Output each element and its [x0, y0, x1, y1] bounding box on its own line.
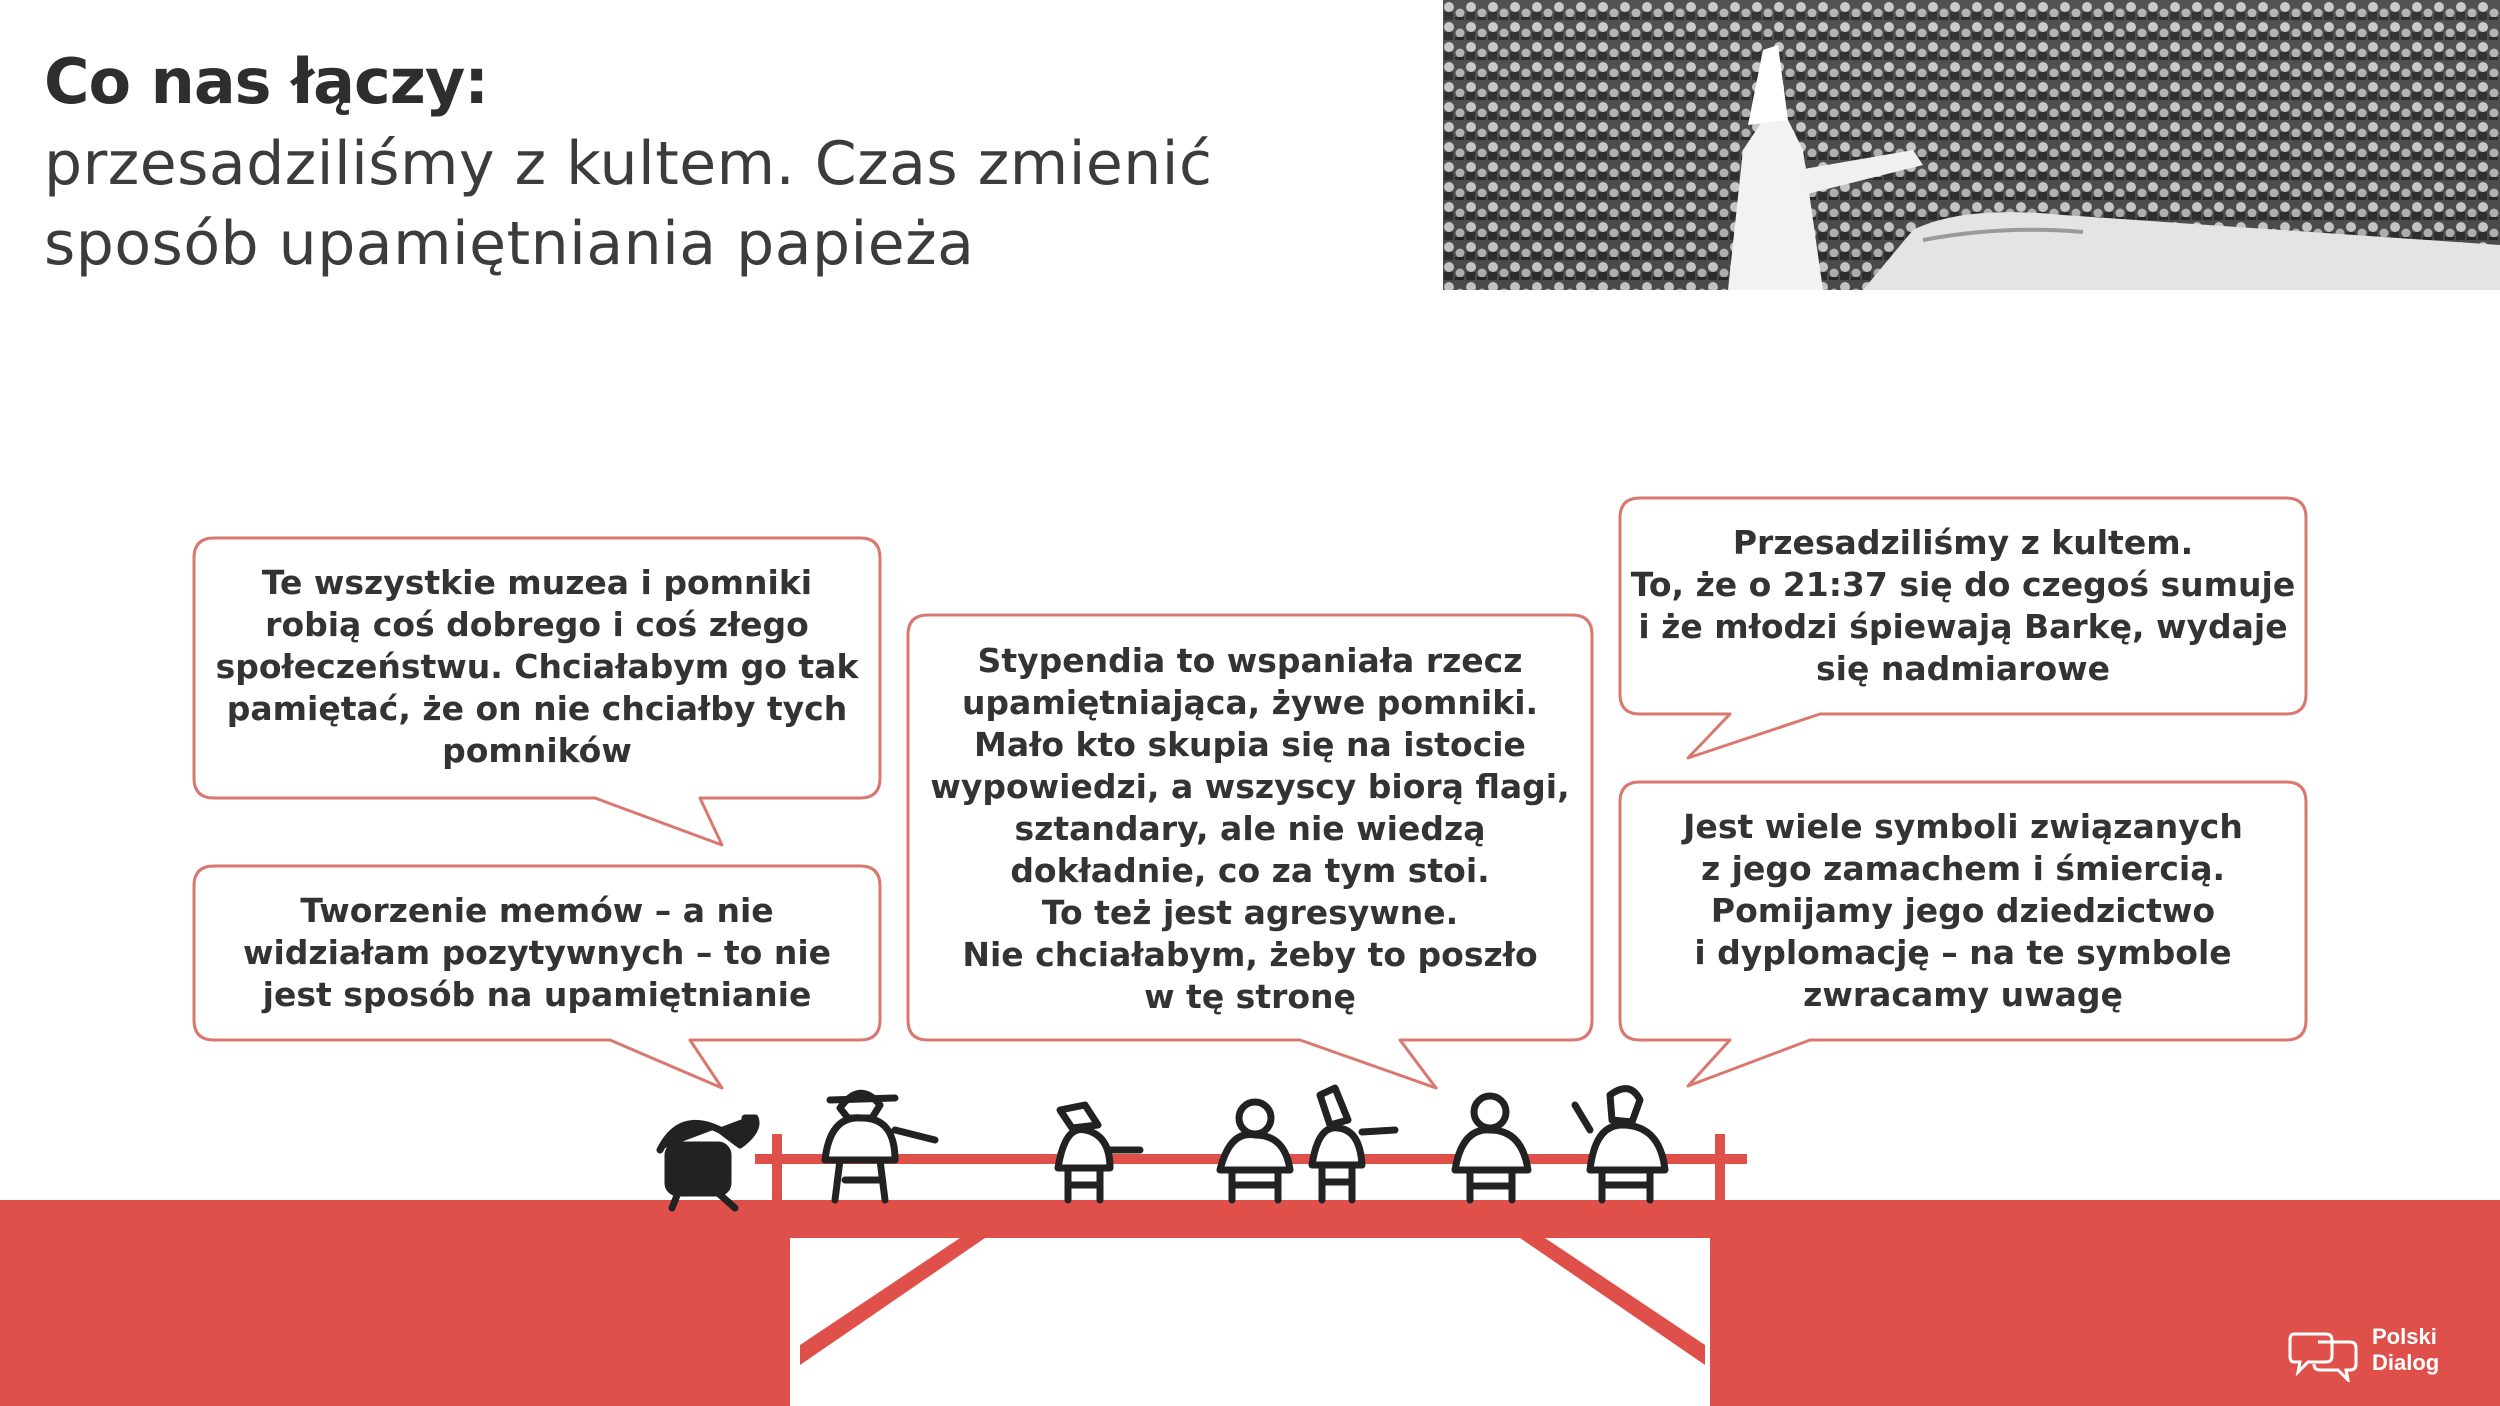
logo-line2: Dialog [2372, 1350, 2440, 1375]
person-figure-6 [1455, 1096, 1528, 1200]
polski-dialog-logo [2288, 1320, 2478, 1386]
bubble-text-2: Tworzenie memów – a nie widziałam pozytywnych – to nie jest sposób na upamiętnianie [242, 891, 832, 1014]
bubble-text-5: Jest wiele symboli związanych z jego zamachem i śmiercią. Pomijamy jego dziedzictwo i dyplomację – na te symbole zwracamy uwagę [1683, 807, 2243, 1014]
logo-wordmark [2372, 1324, 2439, 1376]
bridge-deck [760, 1208, 1740, 1238]
bubble-text-3: Stypendia to wspaniała rzecz upamiętniająca, żywe pomniki. Mało kto skupia się na istocie wypowiedzi, a wszyscy biorą flagi, sztandary, ale nie wiedzą dokładnie, co za tym stoi. To też jest agresywne. Nie chciałabym, żeby to poszło w tę stronę [930, 641, 1570, 1016]
person-figure-4 [1220, 1102, 1290, 1200]
person-figure-7 [1575, 1089, 1665, 1200]
page-title: Co nas łączy: [44, 45, 489, 118]
bubble-text-1: Te wszystkie muzea i pomniki robią coś dobrego i coś złego społeczeństwu. Chciałabym go tak pamiętać, że on nie chciałby tych pomników [215, 563, 859, 770]
person-figure-3 [1058, 1105, 1140, 1200]
speech-bubbles-icon [2288, 1326, 2360, 1382]
logo-line1: Polski [2372, 1324, 2437, 1349]
bubble-text-4: Przesadziliśmy z kultem. To, że o 21:37 się do czegoś sumuje i że młodzi śpiewają Barkę, wydaje się nadmiarowe [1630, 523, 2296, 688]
person-figure-1 [660, 1118, 756, 1208]
person-figure-2 [825, 1093, 935, 1200]
page-subtitle-line1: przesadziliśmy z kultem. Czas zmienić [44, 129, 1213, 199]
page-subtitle-line2: sposób upamiętniania papieża [44, 209, 975, 279]
person-figure-5 [1312, 1088, 1395, 1200]
